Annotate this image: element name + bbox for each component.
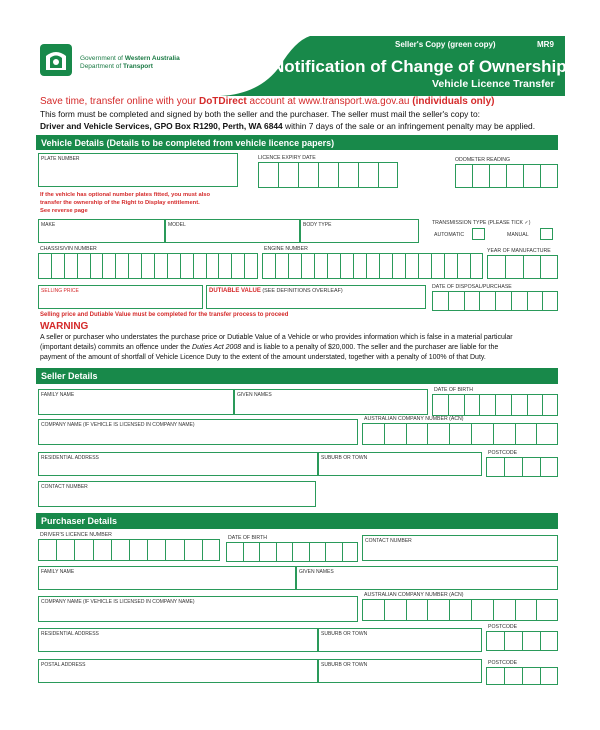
odometer-label: ODOMETER READING bbox=[455, 157, 511, 163]
purchaser-postcode-cells[interactable] bbox=[486, 631, 558, 651]
purchaser-dob-label: DATE OF BIRTH bbox=[228, 535, 268, 541]
seller-acn-cells[interactable] bbox=[362, 423, 558, 445]
mailing-address: Driver and Vehicle Services, GPO Box R1290, Perth, WA 6844 within 7 days of the sale or an infringement penalty may be applied. bbox=[40, 121, 536, 131]
manual-checkbox[interactable] bbox=[540, 228, 553, 240]
disposal-date-label: DATE OF DISPOSAL/PURCHASE bbox=[432, 284, 512, 290]
transmission-label: TRANSMISSION TYPE (PLEASE TICK ✓) bbox=[432, 220, 531, 226]
engine-cells[interactable] bbox=[262, 253, 483, 279]
plates-note: If the vehicle has optional number plates fitted, you must also transfer the ownership of the Right to Display entitlement. See reverse page bbox=[40, 192, 211, 214]
purchaser-postcode2-label: POSTCODE bbox=[488, 660, 518, 666]
purchaser-postcode2-cells[interactable] bbox=[486, 667, 558, 685]
form-code: MR9 bbox=[537, 40, 554, 49]
purchaser-licence-cells[interactable] bbox=[38, 539, 220, 561]
dutiable-value-field[interactable]: DUTIABLE VALUE (SEE DEFINITIONS OVERLEAF) bbox=[206, 285, 426, 309]
purchaser-licence-label: DRIVER'S LICENCE NUMBER bbox=[40, 532, 112, 538]
purchaser-details-heading: Purchaser Details bbox=[36, 513, 558, 529]
manual-label: MANUAL bbox=[507, 232, 529, 238]
selling-price-field[interactable]: SELLING PRICE bbox=[38, 285, 203, 309]
purchaser-postcode-label: POSTCODE bbox=[488, 624, 518, 630]
engine-label: ENGINE NUMBER bbox=[264, 246, 308, 252]
form-subtitle: Vehicle Licence Transfer bbox=[432, 78, 555, 90]
gov-name: Government of Western Australia Department of Transport bbox=[80, 55, 180, 70]
purchaser-suburb2-field[interactable]: SUBURB OR TOWN bbox=[318, 659, 482, 683]
online-notice: Save time, transfer online with your DoTDirect account at www.transport.wa.gov.au (individuals only) bbox=[40, 96, 495, 107]
disposal-date-cells[interactable] bbox=[432, 291, 558, 311]
purchaser-contact-field[interactable]: CONTACT NUMBER bbox=[362, 535, 558, 561]
seller-family-name-field[interactable]: FAMILY NAME bbox=[38, 389, 234, 415]
seller-given-names-field[interactable]: GIVEN NAMES bbox=[234, 389, 428, 415]
odometer-cells[interactable] bbox=[455, 164, 558, 188]
purchaser-residential-field[interactable]: RESIDENTIAL ADDRESS bbox=[38, 628, 318, 652]
purchaser-acn-label: AUSTRALIAN COMPANY NUMBER (ACN) bbox=[364, 592, 464, 598]
seller-acn-label: AUSTRALIAN COMPANY NUMBER (ACN) bbox=[364, 416, 464, 422]
seller-residential-field[interactable]: RESIDENTIAL ADDRESS bbox=[38, 452, 318, 476]
vehicle-details-heading: Vehicle Details (Details to be completed from vehicle licence papers) bbox=[36, 135, 558, 150]
chassis-cells[interactable] bbox=[38, 253, 258, 279]
year-cells[interactable] bbox=[487, 255, 558, 279]
licence-expiry-label: LICENCE EXPIRY DATE bbox=[258, 155, 316, 161]
purchaser-dob-cells[interactable] bbox=[226, 542, 358, 562]
chassis-label: CHASSIS/VIN NUMBER bbox=[40, 246, 97, 252]
purchaser-family-name-field[interactable]: FAMILY NAME bbox=[38, 566, 296, 590]
warning-text: A seller or purchaser who understates the purchase price or Dutiable Value of a Vehicle or who provides information which is false in a material particular (important details) commits an offence under the Duties Act 2008 and is liable to a penalty of $20,000. The seller and the purchaser are liable for the payment of the amount of shortfall of Vehicle Licence Duty to the extent of the amount understated, together with a penalty of 100% of that Duty. bbox=[40, 334, 513, 361]
model-field[interactable]: MODEL bbox=[165, 219, 300, 243]
seller-postcode-label: POSTCODE bbox=[488, 450, 518, 456]
warning-heading: WARNING bbox=[40, 321, 89, 332]
plate-number-field[interactable]: PLATE NUMBER bbox=[38, 153, 238, 187]
price-note: Selling price and Dutiable Value must be completed for the transfer process to proceed bbox=[40, 312, 289, 318]
body-type-field[interactable]: BODY TYPE bbox=[300, 219, 419, 243]
seller-dob-cells[interactable] bbox=[432, 394, 558, 416]
seller-dob-label: DATE OF BIRTH bbox=[434, 387, 474, 393]
automatic-checkbox[interactable] bbox=[472, 228, 485, 240]
purchaser-suburb-field[interactable]: SUBURB OR TOWN bbox=[318, 628, 482, 652]
purchaser-acn-cells[interactable] bbox=[362, 599, 558, 621]
purchaser-given-names-field[interactable]: GIVEN NAMES bbox=[296, 566, 558, 590]
seller-details-heading: Seller Details bbox=[36, 368, 558, 384]
instructions-line: This form must be completed and signed by both the seller and the purchaser. The seller must mail the seller's copy to: bbox=[40, 109, 480, 119]
wa-crest-logo bbox=[38, 42, 74, 78]
seller-suburb-field[interactable]: SUBURB OR TOWN bbox=[318, 452, 482, 476]
seller-contact-field[interactable]: CONTACT NUMBER bbox=[38, 481, 316, 507]
make-field[interactable]: MAKE bbox=[38, 219, 165, 243]
form-title: Notification of Change of Ownership bbox=[272, 57, 567, 76]
purchaser-postal-field[interactable]: POSTAL ADDRESS bbox=[38, 659, 318, 683]
purchaser-company-field[interactable]: COMPANY NAME (IF VEHICLE IS LICENSED IN COMPANY NAME) bbox=[38, 596, 358, 622]
licence-expiry-cells[interactable] bbox=[258, 162, 398, 188]
automatic-label: AUTOMATIC bbox=[434, 232, 465, 238]
year-label: YEAR OF MANUFACTURE bbox=[487, 248, 551, 254]
seller-company-field[interactable]: COMPANY NAME (IF VEHICLE IS LICENSED IN COMPANY NAME) bbox=[38, 419, 358, 445]
seller-postcode-cells[interactable] bbox=[486, 457, 558, 477]
copy-label: Seller's Copy (green copy) bbox=[395, 40, 496, 49]
